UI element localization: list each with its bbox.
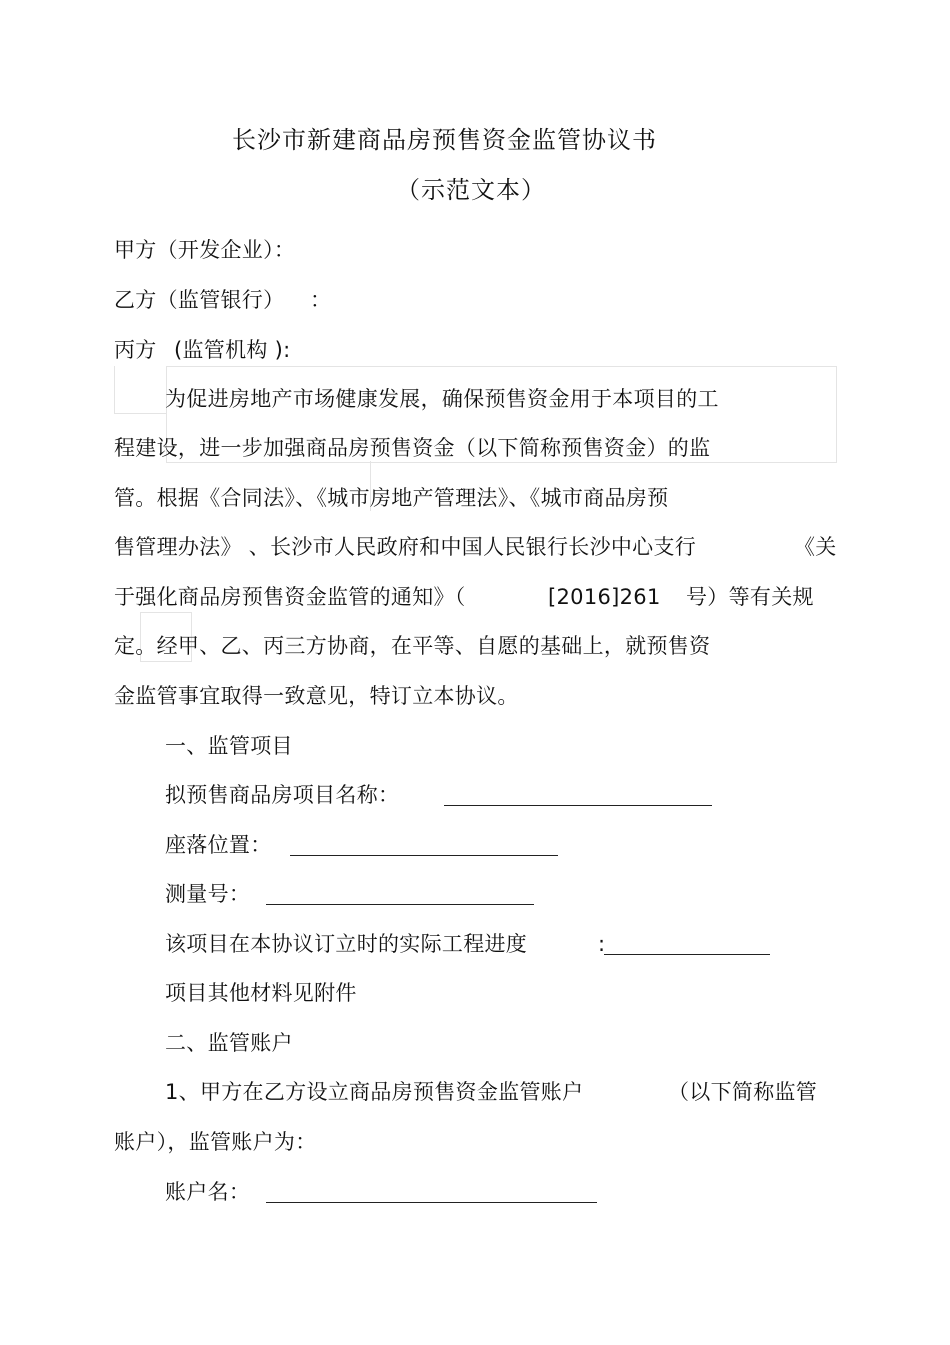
scan-artifact-box bbox=[114, 366, 167, 414]
attachment-note: 项目其他材料见附件 bbox=[165, 981, 357, 1005]
project-name-blank bbox=[444, 805, 712, 806]
preamble-line-5b: [2016]261 bbox=[548, 585, 661, 609]
preamble-line-4b: 《关 bbox=[794, 535, 837, 559]
survey-no-label: 测量号： bbox=[165, 882, 251, 906]
preamble-line-1: 为促进房地产市场健康发展，确保预售资金用于本项目的工 bbox=[165, 387, 719, 411]
preamble-line-3: 管。根据《合同法》、《城市房地产管理法》、《城市商品房预 bbox=[114, 486, 669, 510]
account-name-label: 账户名： bbox=[165, 1180, 251, 1204]
account-name-blank bbox=[266, 1202, 597, 1203]
preamble-line-5c: 号）等有关规 bbox=[686, 585, 814, 609]
party-c-name: (监管机构 ): bbox=[174, 338, 291, 362]
preamble-line-6: 定。经甲、乙、丙三方协商，在平等、自愿的基础上，就预售资 bbox=[114, 634, 711, 658]
preamble-line-5a: 于强化商品房预售资金监管的通知》（ bbox=[114, 585, 466, 609]
location-label: 座落位置： bbox=[165, 833, 272, 857]
item-1-line-b: （以下简称监管 bbox=[668, 1080, 818, 1104]
preamble-line-7: 金监管事宜取得一致意见，特订立本协议。 bbox=[114, 684, 519, 708]
item-1-line-a: 1、甲方在乙方设立商品房预售资金监管账户 bbox=[165, 1080, 584, 1104]
location-blank bbox=[290, 855, 558, 856]
section-1-heading: 一、监管项目 bbox=[165, 734, 293, 758]
item-1-line-c: 账户），监管账户为： bbox=[114, 1130, 317, 1154]
document-title: 长沙市新建商品房预售资金监管协议书 bbox=[232, 126, 657, 154]
progress-colon: : bbox=[598, 932, 606, 956]
progress-blank bbox=[604, 954, 770, 955]
party-b-label: 乙方（监管银行） bbox=[114, 288, 285, 312]
party-c-prefix: 丙方 bbox=[114, 338, 157, 362]
section-2-heading: 二、监管账户 bbox=[165, 1031, 293, 1055]
survey-no-blank bbox=[266, 904, 534, 905]
document-subtitle: （示范文本） bbox=[396, 176, 546, 204]
preamble-line-2: 程建设，进一步加强商品房预售资金（以下简称预售资金）的监 bbox=[114, 436, 711, 460]
preamble-line-4a: 售管理办法》 、长沙市人民政府和中国人民银行长沙中心支行 bbox=[114, 535, 697, 559]
party-a-label: 甲方（开发企业）： bbox=[114, 238, 296, 262]
progress-label: 该项目在本协议订立时的实际工程进度 bbox=[165, 932, 528, 956]
project-name-label: 拟预售商品房项目名称： bbox=[165, 783, 400, 807]
party-b-colon: ： bbox=[310, 288, 332, 312]
